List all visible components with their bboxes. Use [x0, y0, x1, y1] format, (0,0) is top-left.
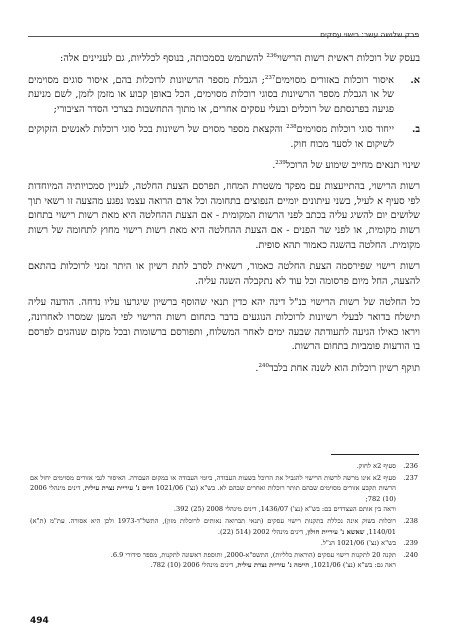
running-header: [28, 22, 419, 37]
case-name: שאשא נ' עיריית חולון: [307, 527, 365, 536]
list-label: ב.: [411, 124, 420, 136]
intro-text: בעסק של רוכלות ראשית רשות הרישוי: [276, 53, 420, 64]
list-text-cont: ; הגבלת מספר הרשיונות לרוכלות בהם, איסור סוגים מסוימים של או הגבלת מספר הרשיונות בסוגי רוכלות מסוימים, הכל באופן קבוע או מזמן לזמן, לשם מניעת פגיעה בפרנסתם של רוכלים ובעלי עסקים אחרים, או מתוך התחשבות בצרכי הסדר הציבורי;: [28, 74, 395, 115]
footnote-238: [30, 516, 418, 537]
footnote-text: תקנה 20 לתקנות רישוי עסקים (הוראות כלליות), התשס"א-2000, ותוספת ראשונה לתקנות, מספר סידורי 6.9.: [110, 550, 396, 559]
paragraph-publication: רשות הרישוי, בהתייעצות עם מפקד משטרת המחוז, תפרסם הצעת החלטה, לעניין סמכויותיה המיוחדות לפי סעיף א לעיל, בשני עיתונים יומיים הנפוצים בתחומה וכל אדם הרואה עצמו נפגע מהצעה זו רשאי תוך שלושים יום להשיג עליה בכתב לפני הרשות המקומית - אם הצעת ההחלטה היא מאת רשות רישוי בתחום רשות מקומית, או לפני שר הפנים - אם הצעת ההחלטה היא מאת רשות רישוי מחוץ לתחומה של רשות מקומית. החלטה בהשגה כאמור תהא סופית.: [28, 181, 420, 251]
list-text: ייחוד סוגי רוכלות מסוימים: [296, 124, 394, 136]
footnote-number: 240.: [403, 550, 418, 559]
footnote-text-line2-cont: , דינים מינהלי 2006 (10) 782.: [150, 561, 238, 570]
footnote-number: 238.: [403, 516, 418, 525]
paragraph-text-cont: .: [272, 159, 276, 171]
footnote-text-cont: , דינים מינהלי 2006 (10) 782;: [30, 484, 396, 503]
footnote-text: בש"א (נצ') 1021/06 הנ"ל.: [320, 539, 396, 548]
footnote-text: רוכלות בשוק אינה נכללת בתקנות רישוי עסקים (תנאי תברואה נאותים לרוכלות מזון), התשל"ד-1973 ולכן היא אסורה. עת"מ (ת"א) 1140/01,: [30, 516, 396, 536]
intro-paragraph: [28, 52, 420, 67]
footnote-divider: [331, 454, 419, 455]
footnote-text-line2: וראה בין אותם העצדדים בם: בש"א (נצ') 1436/07, דינים מינהלי 2008 (25) 392.: [173, 505, 396, 514]
paragraph-text-cont: .: [255, 362, 259, 374]
page-number: 494: [30, 616, 49, 626]
footnote-text: סעיף 2א אינו מרשה לרשות הרישוי להגביל את הרוכל בשעות העבודה, ביומי העבודה או במקום העבודה. האיסור לגבי אזורים מסוימים יחול אם הרשות תקבע אזורים מסוימים שבהם תותר רוכלות ואחרים שבהם לא. בש"א (נצ') 1021/06: [30, 473, 396, 493]
list-text: איסור רוכלות באזורים מסוימים: [275, 74, 395, 86]
footnote-239: [30, 538, 418, 549]
running-title: פרק שלושה עשר: רישוי עסקים: [320, 30, 419, 39]
paragraph-text: תוקף רשיון רוכלות הוא לשנה אחת בלבד: [268, 362, 420, 374]
paragraph-hearing: [28, 159, 420, 174]
paragraph-validity: [28, 362, 420, 377]
footnote-ref[interactable]: 239: [275, 159, 286, 166]
list-item-a: [28, 74, 420, 118]
footnote-number: 236.: [403, 462, 418, 470]
footnote-text-cont: , דינים מינהלי 2002 (514 (22).: [217, 527, 308, 536]
footnote-236: [30, 461, 418, 472]
intro-text-cont: להשתמש בסמכותה, בנוסף לכלליות, גם לעניינים אלה:: [60, 53, 267, 64]
footnote-237: [30, 473, 418, 515]
footnote-ref[interactable]: 237: [264, 74, 276, 81]
footnote-text-line2: ראה גם: בש"א (נצ') 1021/06,: [309, 561, 396, 570]
list-label: א.: [410, 74, 420, 86]
footnote-text: סעיף 2א לחוק.: [356, 462, 396, 470]
footnote-number: 239.: [403, 539, 418, 548]
footnote-ref[interactable]: 236: [266, 52, 277, 59]
main-text: [28, 52, 420, 383]
case-name: חיימה נ' עיריית נצרת עילית: [237, 561, 310, 570]
footnote-240: [30, 550, 418, 571]
case-name: חיים נ' עיריית נצרת עילית: [84, 484, 154, 493]
footnote-number: 237.: [403, 473, 418, 482]
paragraph-decision: כל החלטה של רשות הרישוי בנ"ל דינה יהא כדין תנאי שהוסף ברשיון שיגרעו עליו נדחה. הודעה עליה תישלח בדואר לבעלי רשיונות לרוכלות הנוגעים בדבר בתחום רשות הרישוי לפי המען שמסרו לאחרונה, ויראו כאילו הגיעה לתעודתה שבעה ימים לאחר המשלוח, ותפורסם ברשומות ובכל מקום שנוהגים לפרסם בו הודעות פומביות בתחום הרשות.: [28, 297, 420, 353]
paragraph-text: שינוי תנאים מחייב שימוע של הרוכל: [285, 159, 420, 171]
footnote-ref[interactable]: 240: [258, 362, 269, 369]
list-text-cont: והקצאת מספר מסוים של רשיונות בכל סוגי רוכלות לאנשים הזקוקים לשיקום או לסעד מכוח חוק.: [28, 124, 394, 150]
paragraph-refusal: רשות רישוי שפירסמה הצעת החלטה כאמור, רשאית לסרב לתת רשיון או היתר זמני לרוכלות בהתאם להצעה, החל מיום פרסומה וכל עוד לא נתקבלה השגה עליה.: [28, 261, 420, 287]
footnotes-section: [30, 461, 418, 572]
list-item-b: [28, 123, 420, 152]
footnote-ref[interactable]: 238: [286, 124, 297, 131]
